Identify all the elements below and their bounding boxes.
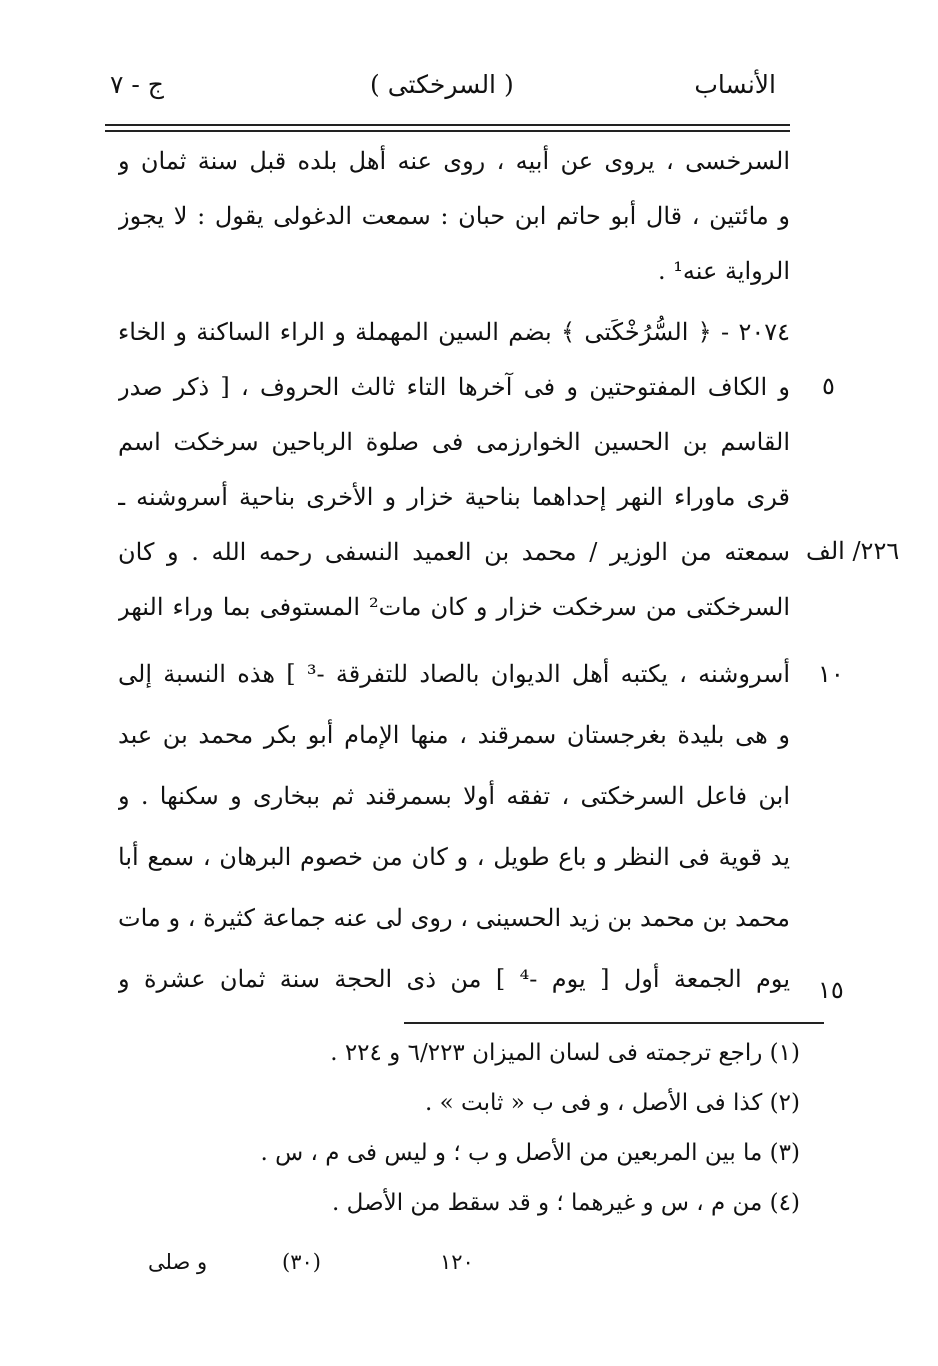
entry-heading-line: ٢٠٧٤ - ﴿ السُّرُخْكَتى ﴾ بضم السين المهملة و الراء الساكنة و الخاء (118, 318, 790, 346)
line-number-5: ٥ (822, 372, 835, 400)
header-rule-top (105, 124, 790, 126)
text-line-10: أسروشنه ، يكتبه أهل الديوان بالصاد للتفرقة -³ ] هذه النسبة إلى (118, 660, 790, 688)
text-line-9: السرخكتى من سرخكت خزار و كان مات² المستوفى بما وراء النهر (118, 593, 790, 621)
text-line-13: يد قوية فى النظر و باع طويل ، و كان من خصوم البرهان ، سمع أبا (118, 843, 790, 871)
text-line-1: السرخسى ، يروى عن أبيه ، روى عنه أهل بلده قبل سنة ثمان و (118, 147, 790, 175)
catchword: و صلى (148, 1250, 208, 1274)
line-number-15: ١٥ (818, 976, 844, 1004)
text-line-6: القاسم بن الحسين الخوارزمى فى صلوة الرباحين سرخكت اسم (118, 428, 790, 456)
volume-label: ج - ٧ (110, 70, 164, 99)
text-line-15: يوم الجمعة أول [ يوم -⁴ ] من ذى الحجة سنة ثمان عشرة و (118, 965, 790, 993)
text-line-7: قرى ماوراء النهر إحداهما بناحية خزار و الأخرى بناحية أسروشنه ـ (118, 483, 790, 511)
footnote-1: (١) راجع ترجمته فى لسان الميزان ٦/٢٢٣ و ٢٢٤ . (330, 1040, 800, 1066)
footnote-rule (404, 1022, 824, 1024)
folio-marker: ٢٢٦/ الف (806, 537, 900, 565)
entry-heading: ( السرخكتى ) (370, 70, 514, 99)
footnote-2: (٢) كذا فى الأصل ، و فى ب « ثابت » . (425, 1090, 800, 1116)
text-line-3: الرواية عنه¹ . (658, 257, 790, 285)
text-line-5: و الكاف المفتوحتين و فى آخرها التاء ثالث الحروف ، [ ذكر صدر (118, 373, 790, 401)
footnote-3: (٣) ما بين المربعين من الأصل و ب ؛ و ليس فى م ، س . (260, 1140, 800, 1166)
signature-mark: (٣٠) (282, 1250, 321, 1274)
footnote-4: (٤) من م ، س و غيرهما ؛ و قد سقط من الأصل . (332, 1190, 800, 1216)
line-number-10: ١٠ (818, 660, 844, 688)
page-number: ١٢٠ (440, 1250, 474, 1274)
text-line-11: و هى بليدة بغرجستان سمرقند ، منها الإمام أبو بكر محمد بن عبد (118, 721, 790, 749)
text-line-2: و مائتين ، قال أبو حاتم ابن حبان : سمعت الدغولى يقول : لا يجوز (118, 202, 790, 230)
book-title: الأنساب (694, 70, 776, 99)
text-line-8: سمعته من الوزير / محمد بن العميد النسفى رحمه الله . و كان (118, 538, 790, 566)
text-line-12: ابن فاعل السرخكتى ، تفقه أولا بسمرقند ثم ببخارى و سكنها . و (118, 782, 790, 810)
text-line-14: محمد بن محمد بن زيد الحسينى ، روى لى عنه جماعة كثيرة ، و مات (118, 904, 790, 932)
